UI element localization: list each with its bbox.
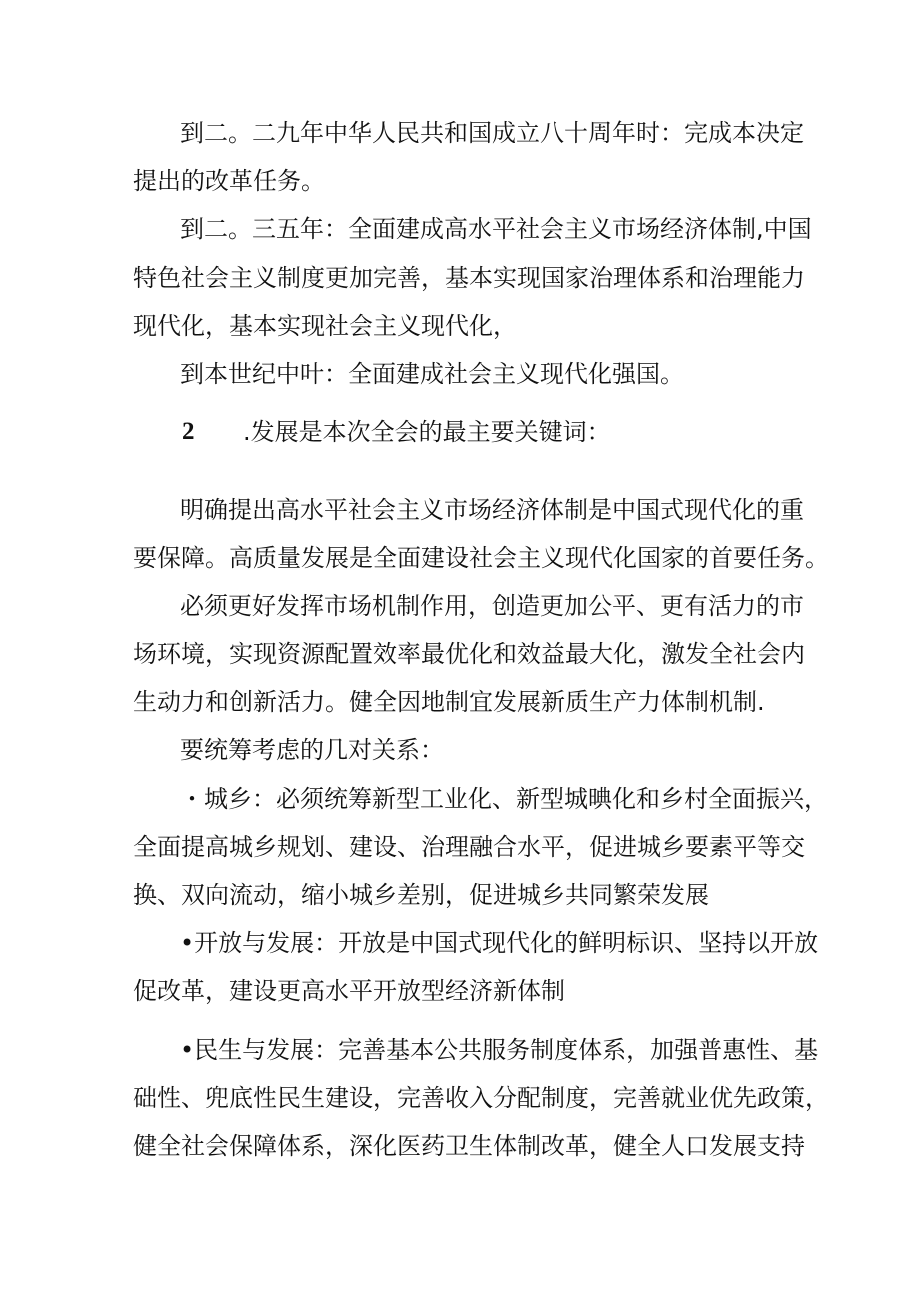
bullet-livelihood-line-2: 础性、兜底性民生建设，完善收入分配制度，完善就业优先政策， xyxy=(133,1084,829,1112)
paragraph-relations-intro: 要统筹考虑的几对关系： xyxy=(180,736,444,764)
bullet-urban-rural-line-1: ・城乡：必须统筹新型工业化、新型城晪化和乡村全面振兴， xyxy=(180,785,828,813)
bullet-livelihood-line-3: 健全社会保障体系，深化医药卫生体制改革，健全人口发展支持 xyxy=(133,1132,805,1160)
paragraph-market-line-1: 明确提出高水平社会主义市场经济体制是中国式现代化的重 xyxy=(180,496,804,524)
paragraph-2029-line-2: 提出的改革任务。 xyxy=(133,167,325,195)
paragraph-market-line-2: 要保障。高质量发展是全面建设社会主义现代化国家的首要任务。 xyxy=(133,544,829,572)
paragraph-mechanism-line-2: 场环境，实现资源配置效率最优化和效益最大化，激发全社会内 xyxy=(133,640,805,668)
section-heading-text: .发展是本次全会的最主要关键词： xyxy=(243,418,611,446)
paragraph-mechanism-line-3: 生动力和创新活力。健全因地制宜发展新质生产力体制机制. xyxy=(133,688,765,716)
section-heading-number: 2 xyxy=(182,418,195,445)
paragraph-mechanism-line-1: 必须更好发挥市场机制作用，创造更加公平、更有活力的市 xyxy=(180,592,804,620)
paragraph-midcentury: 到本世纪中叶：全面建成社会主义现代化强国。 xyxy=(180,360,684,388)
paragraph-2029-line-1: 到二。二九年中华人民共和国成立八十周年时：完成本决定 xyxy=(180,119,804,147)
paragraph-2035-line-2: 特色社会主义制度更加完善，基本实现国家治理体系和治理能力 xyxy=(133,264,805,292)
bullet-urban-rural-line-3: 换、双向流动，缩小城乡差别，促进城乡共同繁荣发展 xyxy=(133,881,709,909)
paragraph-2035-line-3: 现代化，基本实现社会主义现代化， xyxy=(133,312,517,340)
bullet-livelihood-line-1: •民生与发展：完善基本公共服务制度体系，加强普惠性、基 xyxy=(180,1036,819,1064)
bullet-urban-rural-line-2: 全面提高城乡规划、建设、治理融合水平，促进城乡要素平等交 xyxy=(133,833,805,861)
bullet-opening-line-1: •开放与发展：开放是中国式现代化的鲜明标识、坚持以开放 xyxy=(180,929,819,957)
paragraph-2035-line-1: 到二。三五年：全面建成高水平社会主义市场经济体制,中国 xyxy=(180,215,812,243)
bullet-opening-line-2: 促改革，建设更高水平开放型经济新体制 xyxy=(133,977,565,1005)
